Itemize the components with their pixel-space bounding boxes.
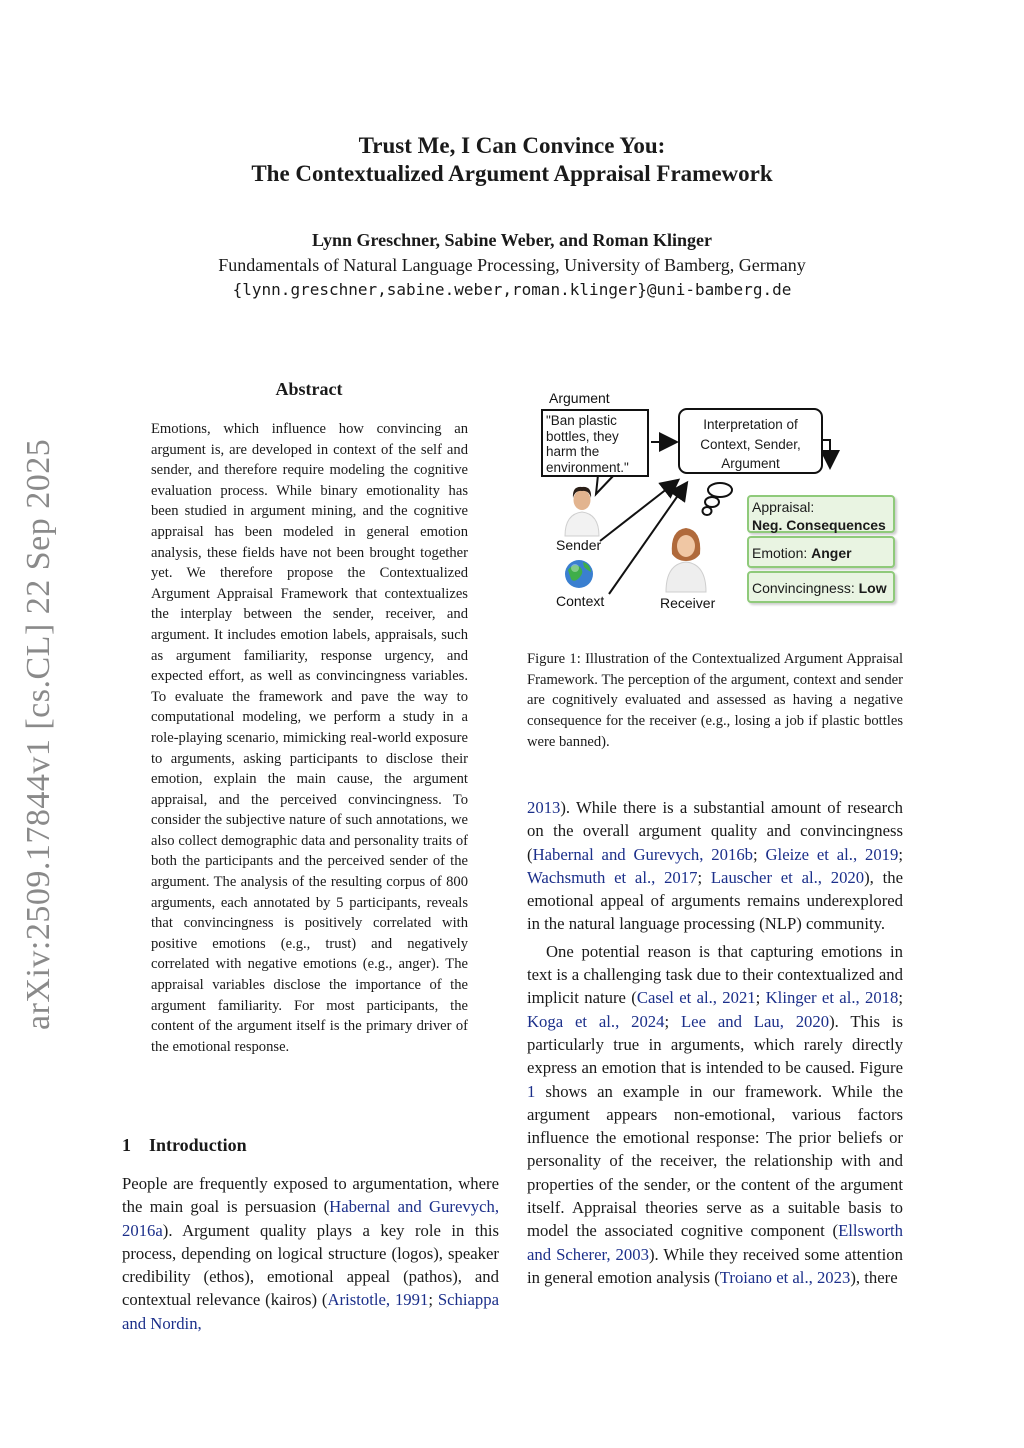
email[interactable]: {lynn.greschner,sabine.weber,roman.klinger}@uni-bamberg.de [232, 280, 792, 299]
receiver-label: Receiver [660, 595, 716, 611]
body-text: ; [898, 988, 904, 1008]
figure-1 [530, 386, 910, 616]
paragraph-2 [527, 940, 903, 1289]
affiliation: Fundamentals of Natural Language Processing, University of Bamberg, Germany [218, 255, 806, 275]
body-text: ; [898, 844, 904, 864]
appraisal-label: Appraisal: [752, 499, 815, 515]
citation-link[interactable]: Gleize et al., 2019 [765, 844, 899, 864]
thought-bubble-medium [705, 497, 719, 507]
citation-link[interactable]: Wachsmuth et al., 2017 [527, 867, 698, 887]
body-text: ), the emotional appeal of arguments remains underexplored in the natural language processing (NLP) community. [527, 867, 903, 934]
convincingness-box [747, 571, 895, 603]
abstract-heading: Abstract [275, 379, 343, 399]
body-text: ; [753, 844, 766, 864]
convincingness-label: Convincingness: [752, 580, 859, 596]
section-number: 1 [122, 1135, 131, 1155]
convincingness-value: Low [858, 580, 887, 596]
figure-reference-link[interactable]: 1 [527, 1081, 536, 1101]
globe-icon [565, 560, 593, 588]
citation-link[interactable]: Habernal and Gurevych, 2016b [532, 844, 754, 864]
body-text: ; [697, 867, 711, 887]
citation-link[interactable]: Habernal and Gurevych, 2016a [122, 1197, 499, 1240]
citation-link[interactable]: Aristotle, 1991 [327, 1290, 429, 1310]
citation-link[interactable]: Lee and Lau, 2020 [680, 1011, 830, 1031]
body-text: ), there [850, 1267, 898, 1287]
paragraph-1 [527, 796, 903, 936]
arrow-sender [600, 481, 677, 541]
receiver-person-icon [666, 528, 706, 592]
intro-text: ). Argument quality plays a key role in this process, depending on logical structure (logos), speaker credibility (ethos), emotional appeal (pathos), and contextual relevance (kairos) ( [122, 1220, 499, 1310]
citation-link[interactable]: Ellsworth and Scherer, 2003 [527, 1221, 903, 1264]
citation-link[interactable]: Casel et al., 2021 [636, 988, 756, 1008]
citation-link[interactable]: Troiano et al., 2023 [719, 1267, 851, 1287]
context-label: Context [556, 593, 605, 609]
appraisal-box [747, 495, 895, 533]
sender-person-icon [565, 487, 599, 536]
emotion-label: Emotion: [752, 545, 812, 561]
citation-link[interactable]: Klinger et al., 2018 [765, 988, 899, 1008]
intro-heading [122, 1135, 247, 1156]
arrow-result [823, 440, 830, 466]
authors: Lynn Greschner, Sabine Weber, and Roman Klinger [311, 230, 713, 250]
emotion-value: Anger [811, 545, 852, 561]
appraisal-value: Neg. Consequences [752, 517, 886, 533]
citation-link[interactable]: Koga et al., 2024 [527, 1011, 665, 1031]
emotion-box [747, 536, 895, 568]
title-line-2: The Contextualized Argument Appraisal Framework [251, 161, 773, 186]
thought-bubble-large [708, 483, 732, 497]
thought-bubble-small [703, 507, 712, 515]
body-text: ). While there is a substantial amount of research on the overall argument quality and convincingness ( [527, 798, 903, 864]
body-text: shows an example in our framework. While the argument appears non-emotional, various factors influence the emotional response: The prior beliefs or personality of the receiver, the relationship with and properties of the sender, or the content of the argument itself. Appraisal theories serve as a suitable basis to model the associated cognitive component ( [527, 1081, 903, 1241]
citation-link[interactable]: 2013 [527, 798, 561, 817]
intro-paragraph [122, 1172, 499, 1335]
intro-text: People are frequently exposed to argumentation, where the main goal is persuasion ( [122, 1174, 499, 1217]
body-text: ; [755, 988, 766, 1008]
argument-box: "Ban plastic bottles, they harm the environment." [541, 409, 649, 477]
abstract-text: Emotions, which influence how convincing an argument is, are developed in context of the self and sender, and therefore require modeling the cognitive evaluation process. While binary emotionality has been studied in argument mining, and the cognitive appraisal has been modeled in general emotion analysis, these fields have not been brought together yet. We therefore propose the Contextualized Argument Appraisal Framework that contextualizes the interplay between the sender, receiver, and argument. It includes emotion labels, appraisals, such as argument familiarity, response urgency, and expected effort, as well as convincingness variables. To evaluate the framework and pave the way to computational modeling, we perform a study in a role-playing scenario, mimicking real-world exposure to arguments, asking participants to disclose their emotion, explain the main cause, the argument appraisal, and the perceived convincingness. To consider the subjective nature of such annotations, we also collect demographic data and personality traits of both the participants and the perceived sender of the argument. The analysis of the resulting corpus of 800 arguments, each annotated by 5 participants, reveals that convincingness is positively correlated with positive emotions (e.g., trust) and negatively correlated with negative emotions (e.g., anger). The appraisal variables disclose the importance of the argument familiarity. For most participants, the content of the argument itself is the primary driver of the emotional response. [151, 421, 468, 1055]
sender-label: Sender [556, 537, 602, 553]
speech-tail [596, 475, 614, 494]
body-text: ). This is particularly true in arguments, which rarely directly express an emotion that is intended to be caused. Figure [527, 1011, 904, 1078]
title-line-1: Trust Me, I Can Convince You: [358, 133, 666, 158]
section-title: Introduction [149, 1135, 247, 1155]
body-text: ). While they received some attention in general emotion analysis ( [527, 1244, 903, 1287]
citation-link[interactable]: Schiappa and Nordin, [122, 1290, 500, 1333]
body-text: ; [664, 1011, 681, 1031]
body-text: One potential reason is that capturing emotions in text is a challenging task due to their contextualized and implicit nature ( [527, 941, 903, 1008]
figure-caption: Figure 1: Illustration of the Contextualized Argument Appraisal Framework. The perception of the argument, context and sender are cognitively evaluated and assessed as having a negative consequence for the receiver (e.g., losing a job if plastic bottles were banned). [527, 651, 903, 750]
right-column [527, 796, 903, 1289]
intro-text: ; [428, 1290, 438, 1310]
arxiv-stamp: arXiv:2509.17844v1 [cs.CL] 22 Sep 2025 [20, 438, 57, 1030]
citation-link[interactable]: Lauscher et al., 2020 [710, 867, 865, 887]
interpretation-box: Interpretation of Context, Sender, Argument [678, 408, 823, 474]
paper-title [0, 132, 1024, 188]
argument-label: Argument [549, 390, 610, 406]
